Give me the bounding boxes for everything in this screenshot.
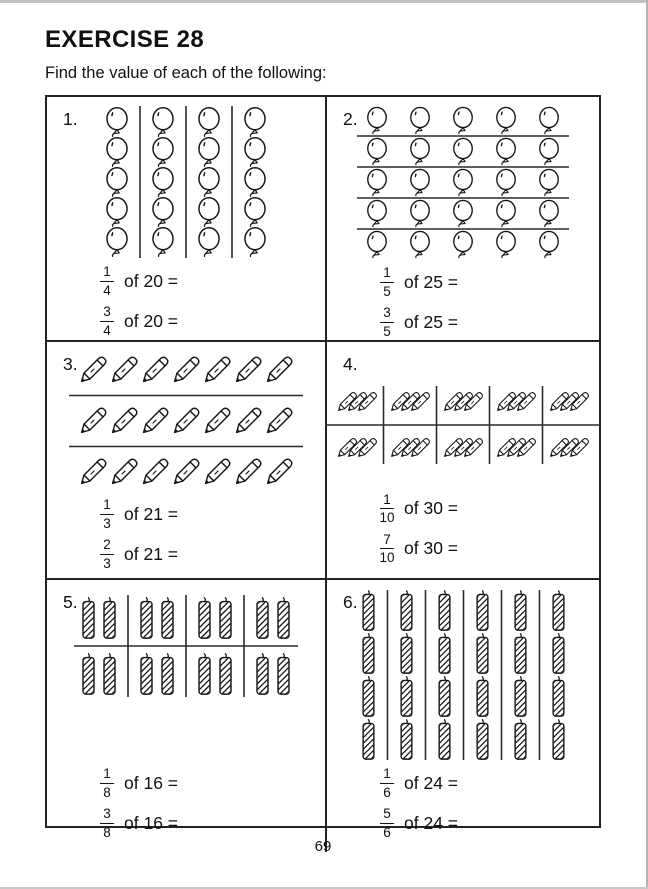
- problem-6-illustration: [327, 590, 599, 760]
- balloon-figure: [365, 106, 561, 259]
- fraction-question: [99, 766, 325, 800]
- fraction: $\frac{3}{8}$: [99, 806, 115, 840]
- problem-cell-3: [47, 342, 327, 580]
- problem-number: 3.: [63, 354, 78, 374]
- question-text: of 16 =: [124, 772, 179, 793]
- fraction: $\frac{1}{3}$: [99, 497, 115, 531]
- problems-grid: [45, 95, 601, 840]
- question-text: of 30 =: [404, 538, 459, 559]
- fraction-question: [99, 304, 325, 338]
- fraction-question: [379, 532, 599, 566]
- fraction: $\frac{3}{4}$: [99, 304, 115, 338]
- balloon-figure: [104, 106, 268, 258]
- problem-5-illustration: [47, 597, 325, 695]
- fraction-question: [99, 537, 325, 571]
- fraction-question: [379, 766, 599, 800]
- problem-number: 1.: [63, 109, 78, 129]
- problem-cell-2: [327, 97, 599, 342]
- problem-cell-1: [47, 97, 327, 342]
- exercise-instructions: Find the value of each of the following:: [45, 64, 327, 82]
- candle-figure: [81, 597, 291, 695]
- fraction: $\frac{7}{10}$: [379, 531, 395, 566]
- fraction-question: [99, 497, 325, 531]
- question-text: of 21 =: [124, 503, 179, 524]
- problem-3-questions: [47, 491, 325, 583]
- problem-2-illustration: [327, 106, 599, 259]
- fraction: $\frac{5}{6}$: [379, 806, 395, 840]
- problem-cell-5: [47, 580, 327, 852]
- question-text: of 20 =: [124, 270, 179, 291]
- problem-number: 5.: [63, 592, 78, 612]
- problem-cell-6: [327, 580, 599, 852]
- question-text: of 30 =: [404, 498, 459, 519]
- problem-1-illustration: [47, 106, 325, 258]
- problem-cell-4: [327, 342, 599, 580]
- fraction-question: [379, 492, 599, 526]
- question-text: of 25 =: [404, 271, 459, 292]
- fraction: $\frac{1}{10}$: [379, 491, 395, 526]
- exercise-title: EXERCISE 28: [45, 26, 205, 53]
- candle-figure: [361, 590, 566, 760]
- scan-artifact: [0, 0, 648, 3]
- problem-3-illustration: [47, 351, 325, 491]
- pencil-figure: [333, 388, 593, 462]
- fraction: $\frac{1}{4}$: [99, 264, 115, 298]
- fraction-question: [99, 806, 325, 840]
- page-number: 69: [314, 838, 332, 855]
- fraction-question: [379, 806, 599, 840]
- fraction-question: [379, 305, 599, 339]
- fraction: $\frac{3}{5}$: [379, 305, 395, 339]
- fraction: $\frac{1}{5}$: [379, 265, 395, 299]
- question-text: of 16 =: [124, 812, 179, 833]
- fraction: $\frac{2}{3}$: [99, 537, 115, 571]
- pencil-figure: [74, 351, 298, 491]
- fraction-question: [99, 264, 325, 298]
- fraction: $\frac{1}{8}$: [99, 766, 115, 800]
- problem-number: 2.: [343, 109, 358, 129]
- problem-number: 4.: [343, 354, 358, 374]
- question-text: of 24 =: [404, 772, 459, 793]
- problem-4-illustration: [327, 388, 599, 462]
- problem-2-questions: [327, 259, 599, 351]
- fraction: $\frac{1}{6}$: [379, 766, 395, 800]
- problem-number: 6.: [343, 592, 358, 612]
- question-text: of 24 =: [404, 812, 459, 833]
- question-text: of 21 =: [124, 543, 179, 564]
- question-text: of 20 =: [124, 310, 179, 331]
- question-text: of 25 =: [404, 311, 459, 332]
- fraction-question: [379, 265, 599, 299]
- problem-1-questions: [47, 258, 325, 350]
- problem-4-questions: [327, 486, 599, 578]
